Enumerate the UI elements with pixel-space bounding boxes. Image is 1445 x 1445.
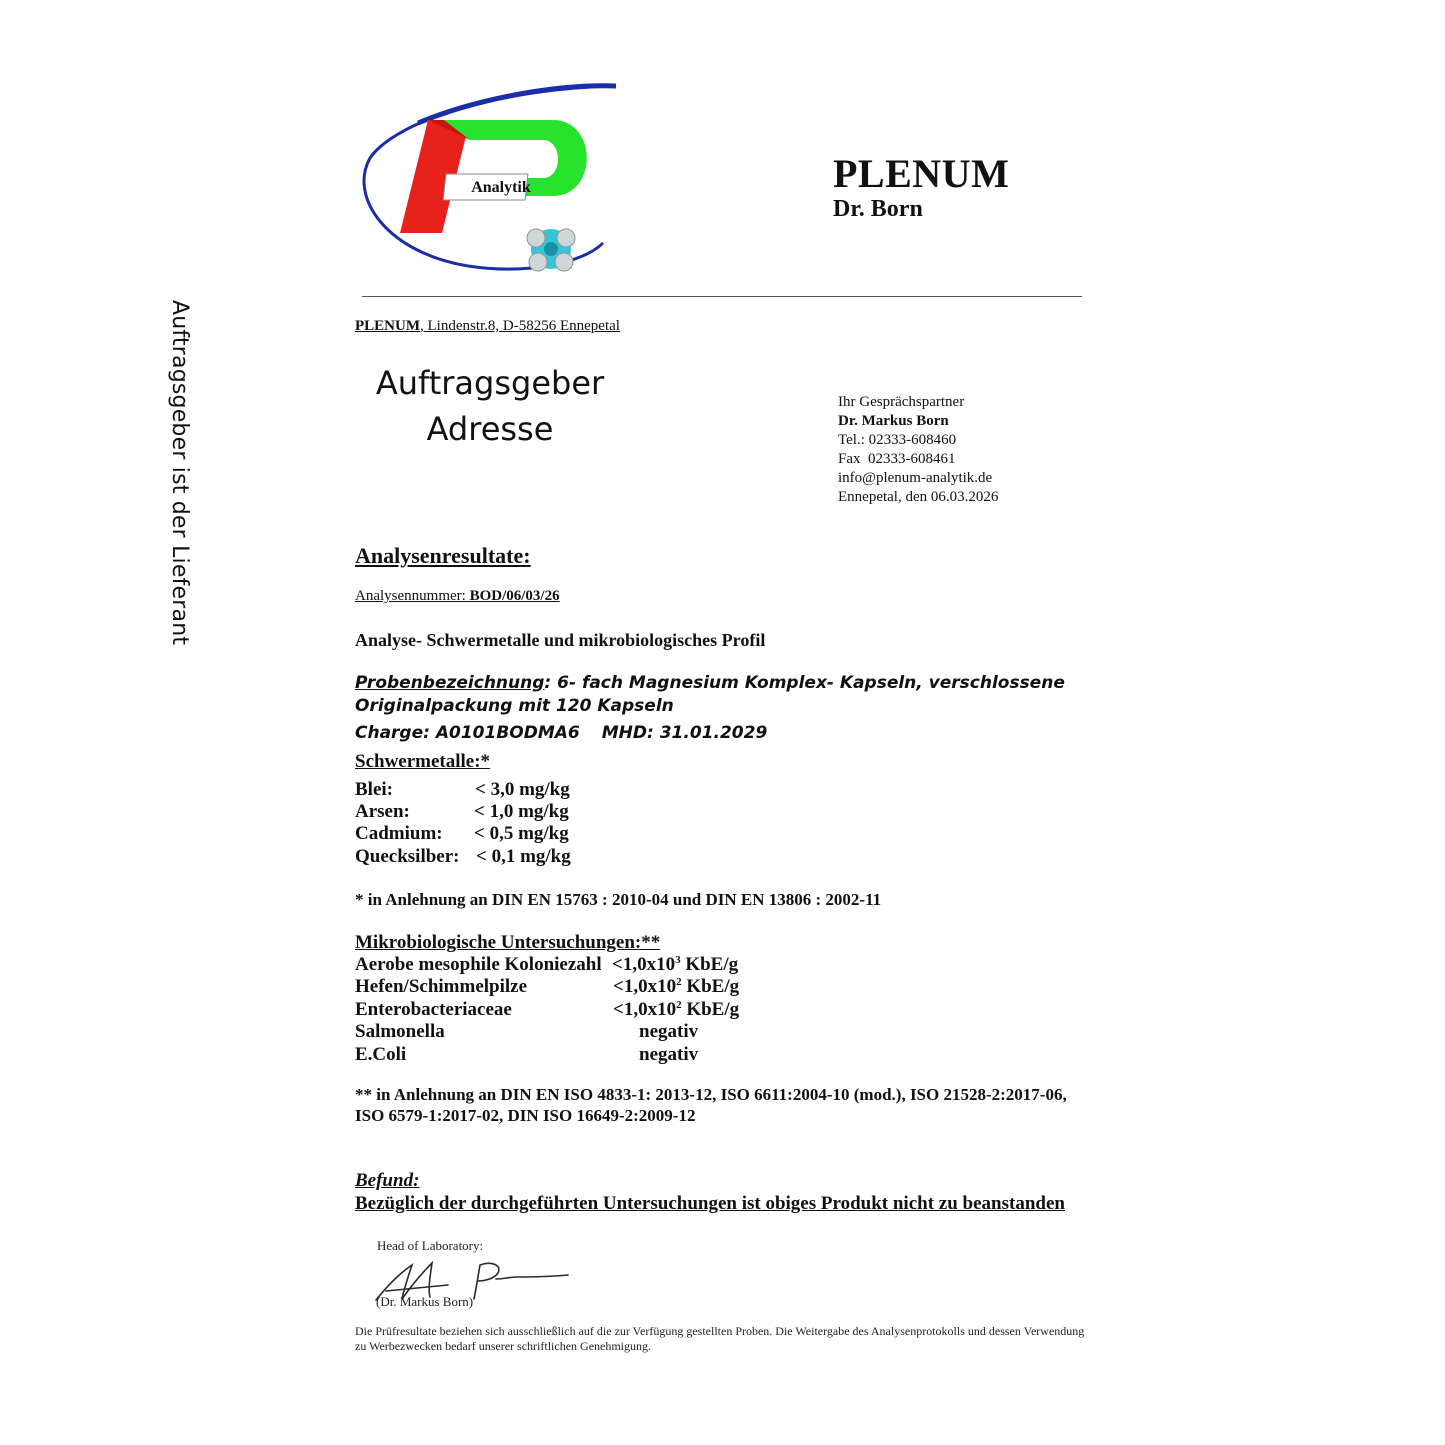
disclaimer: Die Prüfresultate beziehen sich ausschließlich auf die zur Verfügung gestellten Proben. Die Weitergabe des Analysenprotokolls und dessen Verwendung zu Werbezwecken bedarf unserer schriftlichen Genehmigung. [355,1324,1085,1353]
heavy-metals-heading: Schwermetalle:* [355,751,491,772]
company-subtitle: Dr. Born [833,196,923,222]
charge-value: Charge: A0101BODMA6 [355,723,580,743]
heavy-metals-norm: * in Anlehnung an DIN EN 15763 : 2010-04 und DIN EN 13806 : 2002-11 [355,890,882,909]
client-line-2: Adresse [426,410,554,448]
analysis-number [355,588,560,605]
client-address-block [365,360,615,452]
mhd-value: MHD: 31.01.2029 [601,723,768,743]
results-heading: Analysenresultate: [355,543,531,568]
microbiology-name: Salmonella [355,1021,445,1042]
contact-name: Dr. Markus Born [838,413,949,429]
sender-name: PLENUM [355,318,420,334]
analysis-number-value: BOD/06/03/26 [469,588,560,604]
contact-email: info@plenum-analytik.de [838,470,993,486]
microbiology-name: Enterobacteriaceae [355,999,512,1020]
microbiology-name: Hefen/Schimmelpilze [355,976,528,997]
heavy-metal-name: Cadmium: [355,823,443,844]
microbiology-value: $<1,0x10^2$ KbE/g [613,999,740,1020]
contact-block [838,393,998,507]
finding-text: Bezüglich der durchgeführten Untersuchungen ist obiges Produkt nicht zu beanstanden [355,1193,1065,1214]
heavy-metal-name: Arsen: [355,801,410,822]
sender-address: , Lindenstr.8, D-58256 Ennepetal [420,318,620,334]
sample-description [355,672,1100,718]
microbiology-value: negativ [639,1021,699,1042]
company-name: PLENUM [833,151,1010,196]
finding-label: Befund: [355,1170,420,1191]
heavy-metal-name: Quecksilber: [355,846,460,867]
heavy-metal-name: Blei: [355,779,393,800]
contact-fax: Fax 02333-608461 [838,451,956,467]
charge-line [355,723,767,743]
contact-tel: Tel.: 02333-608460 [838,432,957,448]
molecule-icon [527,229,575,271]
lab-head-label: Head of Laboratory: [377,1238,484,1253]
contact-date: Ennepetal, den 06.03.2026 [838,489,999,505]
heavy-metal-value: < 0,1 mg/kg [476,846,571,867]
plenum-analytik-logo [358,78,622,278]
side-note: Auftragsgeber ist der Lieferant [167,300,192,646]
heavy-metal-value: < 0,5 mg/kg [474,823,569,844]
client-line-1: Auftragsgeber [375,364,605,402]
microbiology-value: $<1,0x10^2$ KbE/g [613,976,740,997]
logo-label: Analytik [471,179,531,196]
sender-address-line [355,318,620,335]
heavy-metal-value: < 1,0 mg/kg [474,801,569,822]
microbiology-value: $<1,0x10^3$ KbE/g [612,954,739,975]
analysis-number-label: Analysennummer: [355,588,470,604]
signer-name: (Dr. Markus Born) [376,1294,474,1309]
heavy-metal-value: < 3,0 mg/kg [475,779,570,800]
microbiology-norm: ** in Anlehnung an DIN EN ISO 4833-1: 2013-12, ISO 6611:2004-10 (mod.), ISO 21528-2:2017-06, ISO 6579-1:2017-02, DIN ISO 16649-2:2009-12 [355,1085,1067,1125]
contact-label: Ihr Gesprächspartner [838,394,965,410]
header-divider [362,296,1082,297]
sample-label: Probenbezeichnung [355,673,545,693]
microbiology-name: E.Coli [355,1044,407,1065]
sample-text: : 6- fach Magnesium Komplex- Kapseln, verschlossene Originalpackung mit 120 Kapseln [355,673,1065,716]
microbiology-name: Aerobe mesophile Koloniezahl [355,954,602,975]
microbiology-value: negativ [639,1044,699,1065]
microbiology-heading: Mikrobiologische Untersuchungen:** [355,932,661,953]
analysis-title: Analyse- Schwermetalle und mikrobiologisches Profil [355,630,766,650]
